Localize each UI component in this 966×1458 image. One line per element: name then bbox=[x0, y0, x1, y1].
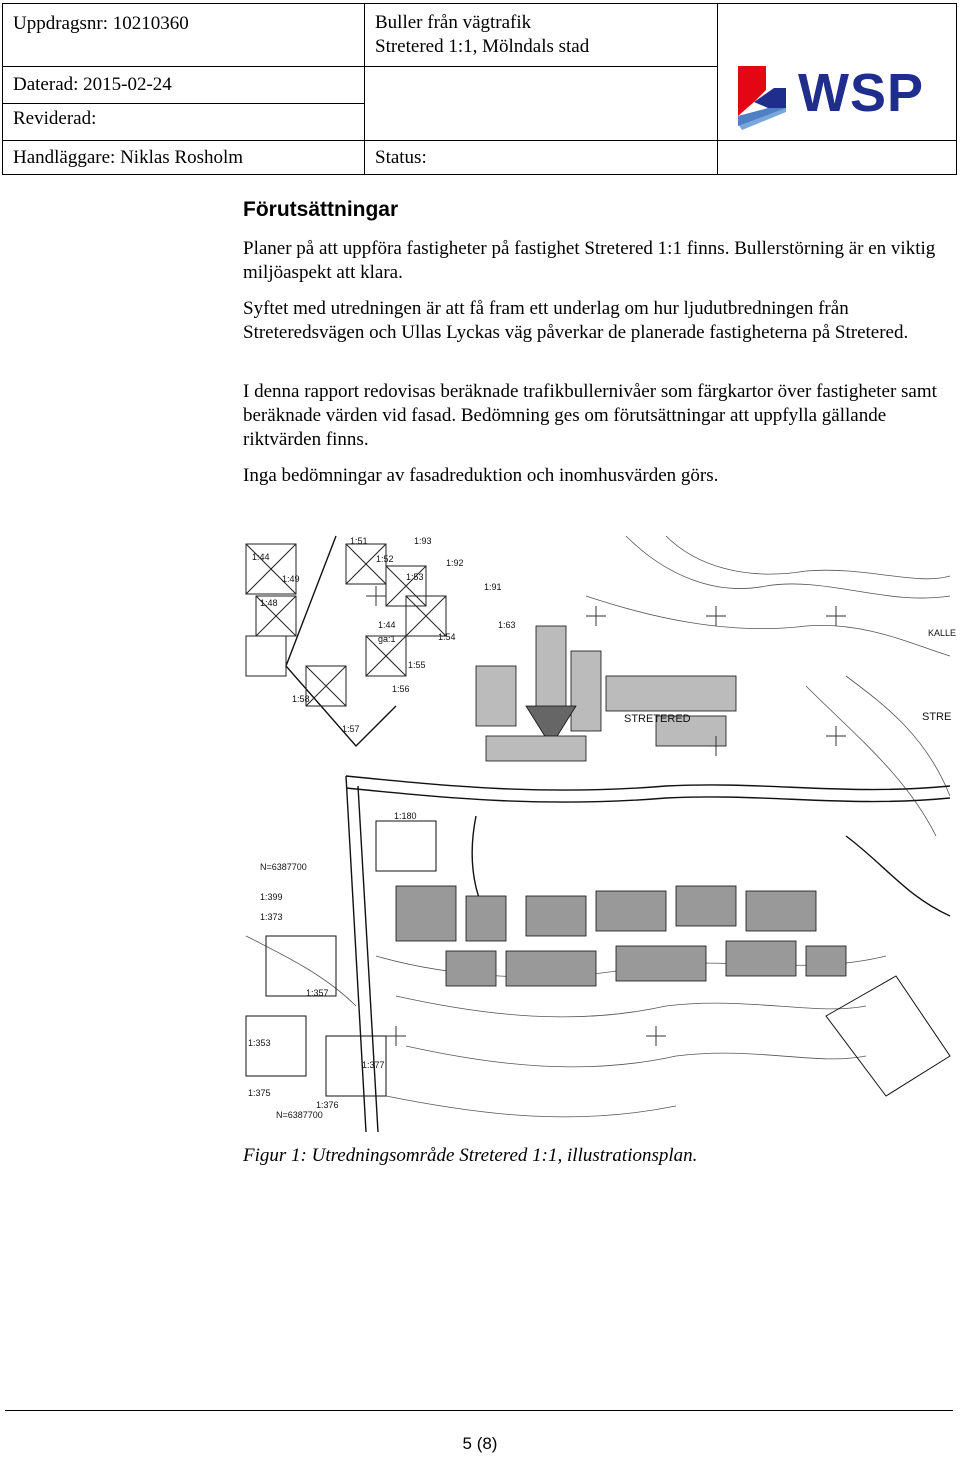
map-label: N=6387700 bbox=[276, 1110, 323, 1120]
map-label: 1:44 bbox=[378, 620, 396, 630]
map-label: 1:376 bbox=[316, 1100, 339, 1110]
project-title-line1: Buller från vägtrafik bbox=[375, 12, 532, 33]
map-label: KALLE bbox=[928, 628, 957, 638]
document-header bbox=[2, 3, 957, 175]
wsp-logo-graphic bbox=[728, 4, 966, 140]
page-number: 5 (8) bbox=[462, 1434, 498, 1453]
wsp-logo-text: WSP bbox=[798, 63, 925, 123]
paragraph-4: Inga bedömningar av fasadreduktion och inomhusvärden görs. bbox=[243, 465, 719, 486]
map-label: 1:56 bbox=[392, 684, 410, 694]
map-label: 1:377 bbox=[362, 1060, 385, 1070]
illustration-plan-figure bbox=[246, 536, 957, 1132]
section-heading: Förutsättningar bbox=[243, 198, 399, 221]
map-label: 1:52 bbox=[376, 554, 394, 564]
handler-field: Handläggare: Niklas Rosholm bbox=[13, 147, 244, 168]
date-field: Daterad: 2015-02-24 bbox=[13, 74, 172, 95]
map-label: 1:375 bbox=[248, 1088, 271, 1098]
wsp-logo bbox=[718, 4, 956, 140]
map-label: STRE bbox=[922, 711, 952, 723]
project-title-line2: Stretered 1:1, Mölndals stad bbox=[375, 36, 590, 57]
map-label: 1:373 bbox=[260, 912, 283, 922]
map-label: 1:92 bbox=[446, 558, 464, 568]
paragraph-3: I denna rapport redovisas beräknade trafikbullernivåer som färgkartor över fastigheter samt beräknade värden vid fasad. Bedömning ges om förutsättningar att uppfylla gällande riktvärden finns. bbox=[243, 381, 937, 450]
map-label: 1:93 bbox=[414, 536, 432, 546]
assignment-number: Uppdragsnr: 10210360 bbox=[13, 13, 189, 34]
map-label: N=6387700 bbox=[260, 862, 307, 872]
map-label: 1:58 bbox=[292, 694, 310, 704]
map-label: 1:54 bbox=[438, 632, 456, 642]
footer-divider bbox=[5, 1410, 953, 1411]
map-label: 1:399 bbox=[260, 892, 283, 902]
map-label: 1:180 bbox=[394, 811, 417, 821]
map-label: 1:44 bbox=[252, 552, 270, 562]
map-label: ga:1 bbox=[378, 634, 396, 644]
map-label: 1:63 bbox=[498, 620, 516, 630]
site-plan-drawing bbox=[246, 536, 957, 1132]
map-label: 1:55 bbox=[408, 660, 426, 670]
figure-caption: Figur 1: Utredningsområde Stretered 1:1, illustrationsplan. bbox=[243, 1145, 698, 1166]
project-title bbox=[365, 4, 717, 66]
map-label: 1:48 bbox=[260, 598, 278, 608]
map-label: 1:91 bbox=[484, 582, 502, 592]
map-label: 1:49 bbox=[282, 574, 300, 584]
paragraph-2: Syftet med utredningen är att få fram ett underlag om hur ljudutbredningen från Streteredsvägen och Ullas Lyckas väg påverkar de planerade fastigheterna på Stretered. bbox=[243, 298, 909, 343]
map-label: 1:51 bbox=[350, 536, 368, 546]
paragraph-1: Planer på att uppföra fastigheter på fastighet Stretered 1:1 finns. Bullerstörning är en viktig miljöaspekt att klara. bbox=[243, 238, 936, 283]
map-label: 1:353 bbox=[248, 1038, 271, 1048]
map-label: 1:57 bbox=[342, 724, 360, 734]
map-label: STRETERED bbox=[624, 713, 691, 725]
status-field: Status: bbox=[375, 147, 427, 168]
revised-field: Reviderad: bbox=[13, 108, 97, 129]
map-label: 1:53 bbox=[406, 572, 424, 582]
map-label: 1:357 bbox=[306, 988, 329, 998]
